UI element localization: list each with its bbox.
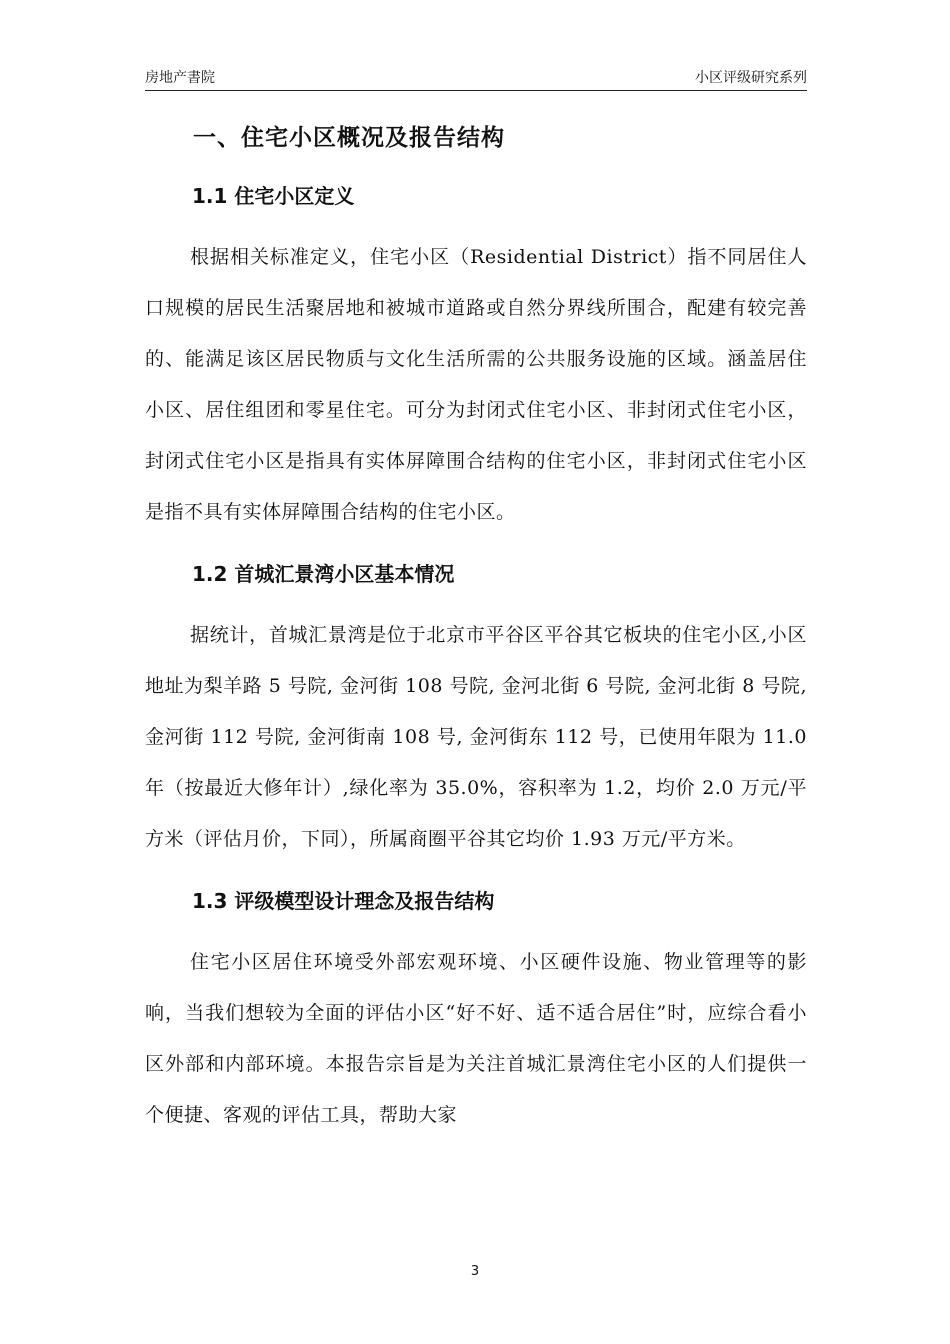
subsection-title-basic-info: 1.2 首城汇景湾小区基本情况: [192, 562, 455, 586]
header-publisher: 房地产書院: [145, 70, 215, 86]
paragraph-basic-info: 据统计，首城汇景湾是位于北京市平谷区平谷其它板块的住宅小区,小区地址为梨羊路 5 号院, 金河街 108 号院, 金河北街 6 号院, 金河北街 8 号院, 金河街 112 号院, 金河街南 108 号, 金河街东 112 号，已使用年限为 11.0 年（按最近大修年计）,绿化率为 35.0%，容积率为 1.2，均价 2.0 万元/平方米（评估月价，下同），所属商圈平谷其它均价 1.93 万元/平方米。: [145, 624, 807, 850]
subsection-title-definition: 1.1 住宅小区定义: [192, 184, 355, 208]
header-series-title: 小区评级研究系列: [695, 70, 807, 86]
section-title: 一、住宅小区概况及报告结构: [193, 125, 505, 151]
paragraph-definition: 根据相关标准定义，住宅小区（Residential District）指不同居住人口规模的居民生活聚居地和被城市道路或自然分界线所围合，配建有较完善的、能满足该区居民物质与文化生活所需的公共服务设施的区域。涵盖居住小区、居住组团和零星住宅。可分为封闭式住宅小区、非封闭式住宅小区，封闭式住宅小区是指具有实体屏障围合结构的住宅小区，非封闭式住宅小区是指不具有实体屏障围合结构的住宅小区。: [145, 246, 807, 523]
paragraph-model-structure: 住宅小区居住环境受外部宏观环境、小区硬件设施、物业管理等的影响，当我们想较为全面的评估小区“好不好、适不适合居住”时，应综合看小区外部和内部环境。本报告宗旨是为关注首城汇景湾住宅小区的人们提供一个便捷、客观的评估工具，帮助大家: [145, 951, 807, 1126]
subsection-title-model-structure: 1.3 评级模型设计理念及报告结构: [192, 889, 495, 913]
page-header: [145, 66, 807, 91]
document-body: [145, 114, 807, 1155]
page-number: 3: [470, 1264, 480, 1279]
